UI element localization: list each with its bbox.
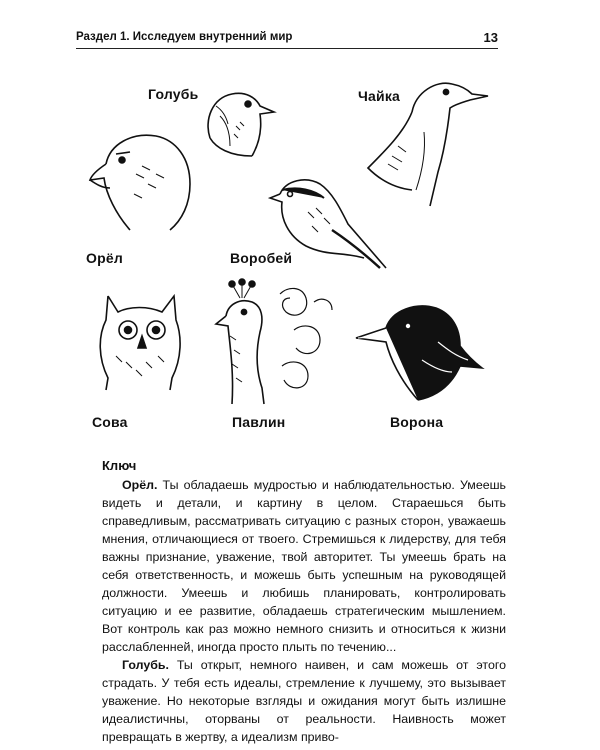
- bird-name-eagle: Орёл.: [122, 478, 158, 492]
- label-owl: Сова: [92, 414, 128, 430]
- key-heading: Ключ: [102, 458, 137, 473]
- label-peacock: Павлин: [232, 414, 286, 430]
- page-number: 13: [483, 29, 498, 45]
- book-page: [62, 14, 522, 744]
- key-text: [102, 476, 506, 746]
- running-header: [76, 26, 498, 49]
- paragraph-eagle: [102, 476, 506, 656]
- bird-name-pigeon: Голубь.: [122, 658, 169, 672]
- label-sparrow: Воробей: [230, 250, 293, 266]
- peacock-illustration: [210, 276, 340, 408]
- label-crow: Ворона: [390, 414, 444, 430]
- section-title: Раздел 1. Исследуем внутренний мир: [76, 31, 293, 43]
- label-gull: Чайка: [358, 88, 401, 104]
- paragraph-text: Ты открыт, немного наивен, и сам можешь от этого страдать. У тебя есть идеалы, стремление к лучшему, это вызывает уважение. Но некоторые взгляды и ожидания могут быть излишне идеалистичны, оторваны от реальности. Наивность может превращать в жертву, а идеализм приво-: [102, 658, 506, 744]
- paragraph-text: Ты обладаешь мудростью и наблюдательностью. Умеешь видеть и детали, и картину в целом. Стараешься быть справедливым, рассматривать ситуацию с разных сторон, уважаешь мнения, отличающиеся от твоего. Стремишься к лидерству, для тебя важны признание, уважение, твой авторитет. Ты умеешь брать на себя ответственность, и можешь быть успешным на руководящей должности. Умеешь и любишь планировать, контролировать ситуацию и ее развитие, обладаешь стратегическим мышлением. Вот контроль как раз можно немного снизить и относиться к жизни расслабленней, иногда просто плыть по течению...: [102, 478, 506, 654]
- eagle-illustration: [86, 124, 206, 234]
- paragraph-pigeon: [102, 656, 506, 746]
- label-pigeon: Голубь: [148, 86, 199, 102]
- crow-illustration: [352, 298, 486, 402]
- label-eagle: Орёл: [86, 250, 123, 266]
- owl-illustration: [86, 286, 196, 396]
